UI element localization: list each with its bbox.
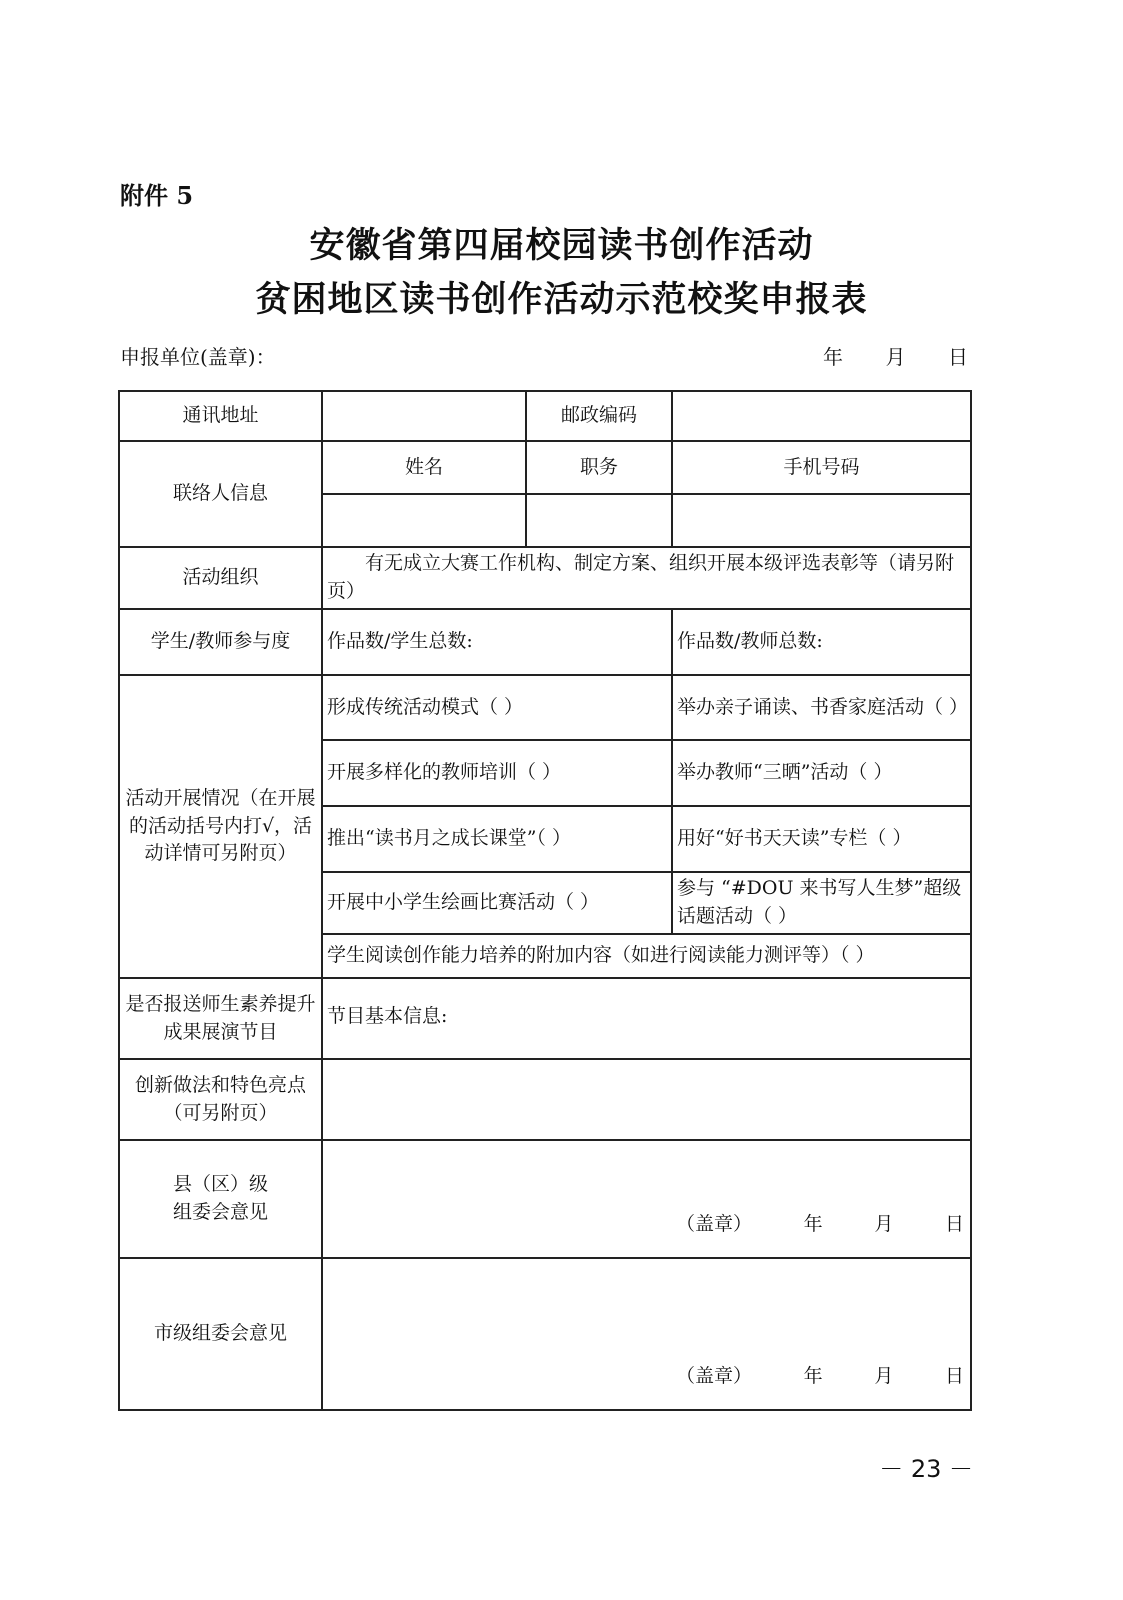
works-teachers-field[interactable]: 作品数/教师总数: [672, 609, 971, 675]
activity-item[interactable]: 举办教师“三晒”活动（ ） [672, 740, 971, 806]
date-day: 日 [948, 345, 968, 369]
postal-input[interactable] [672, 391, 971, 441]
county-label-line1: 县（区）级 [172, 1173, 268, 1196]
date-year: 年 [823, 345, 843, 369]
month-label: 月 [874, 1213, 894, 1236]
day-label: 日 [944, 1365, 964, 1388]
activity-item[interactable]: 开展多样化的教师培训（ ） [322, 740, 672, 806]
date-line [823, 341, 968, 370]
program-info-field[interactable]: 节目基本信息: [322, 978, 971, 1059]
seal-label: （盖章） [676, 1213, 753, 1236]
contact-position-header: 职务 [526, 441, 672, 494]
innovation-input[interactable] [322, 1059, 971, 1140]
city-opinion-field[interactable] [322, 1258, 971, 1410]
year-label: 年 [803, 1213, 823, 1236]
contact-label: 联络人信息 [119, 441, 322, 547]
activity-item[interactable]: 用好“好书天天读”专栏（ ） [672, 806, 971, 872]
innovation-label: 创新做法和特色亮点（可另附页） [119, 1059, 322, 1140]
contact-name-header: 姓名 [322, 441, 526, 494]
address-input[interactable] [322, 391, 526, 441]
activity-label: 活动开展情况（在开展的活动括号内打√，活动详情可另附页） [119, 675, 322, 978]
title-line-1: 安徽省第四届校园读书创作活动 [309, 225, 814, 266]
activity-item[interactable]: 开展中小学生绘画比赛活动（ ） [322, 872, 672, 934]
works-students-field[interactable]: 作品数/学生总数: [322, 609, 672, 675]
organization-text: 有无成立大赛工作机构、制定方案、组织开展本级评选表彰等（请另附页） [322, 547, 971, 609]
month-label: 月 [874, 1365, 894, 1388]
county-seal-line [676, 1211, 964, 1239]
activity-extra[interactable]: 学生阅读创作能力培养的附加内容（如进行阅读能力测评等）（ ） [322, 934, 971, 978]
title-line-2: 贫困地区读书创作活动示范校奖申报表 [255, 279, 868, 320]
contact-name-input[interactable] [322, 494, 526, 547]
contact-position-input[interactable] [526, 494, 672, 547]
address-label: 通讯地址 [119, 391, 322, 441]
activity-item[interactable]: 参与 “#DOU 来书写人生梦”超级话题活动（ ） [672, 872, 971, 934]
organization-label: 活动组织 [119, 547, 322, 609]
attachment-label: 附件 5 [120, 181, 194, 210]
contact-phone-input[interactable] [672, 494, 971, 547]
performance-label: 是否报送师生素养提升成果展演节目 [119, 978, 322, 1059]
activity-item[interactable]: 举办亲子诵读、书香家庭活动（ ） [672, 675, 971, 740]
activity-item[interactable]: 推出“读书月之成长课堂”（ ） [322, 806, 672, 872]
contact-phone-header: 手机号码 [672, 441, 971, 494]
day-label: 日 [944, 1213, 964, 1236]
county-label-line2: 组委会意见 [172, 1201, 268, 1223]
city-seal-line [676, 1363, 964, 1391]
date-month: 月 [885, 345, 906, 369]
county-committee-label [119, 1140, 322, 1258]
city-committee-label: 市级组委会意见 [119, 1258, 322, 1410]
applicant-label: 申报单位(盖章)： [120, 345, 276, 369]
page-number: － 23 － [879, 1455, 973, 1483]
year-label: 年 [803, 1365, 823, 1388]
activity-item[interactable]: 形成传统活动模式（ ） [322, 675, 672, 740]
county-opinion-field[interactable] [322, 1140, 971, 1258]
postal-label: 邮政编码 [526, 391, 672, 441]
participation-label: 学生/教师参与度 [119, 609, 322, 675]
application-form [118, 390, 972, 1411]
seal-label: （盖章） [676, 1365, 753, 1388]
